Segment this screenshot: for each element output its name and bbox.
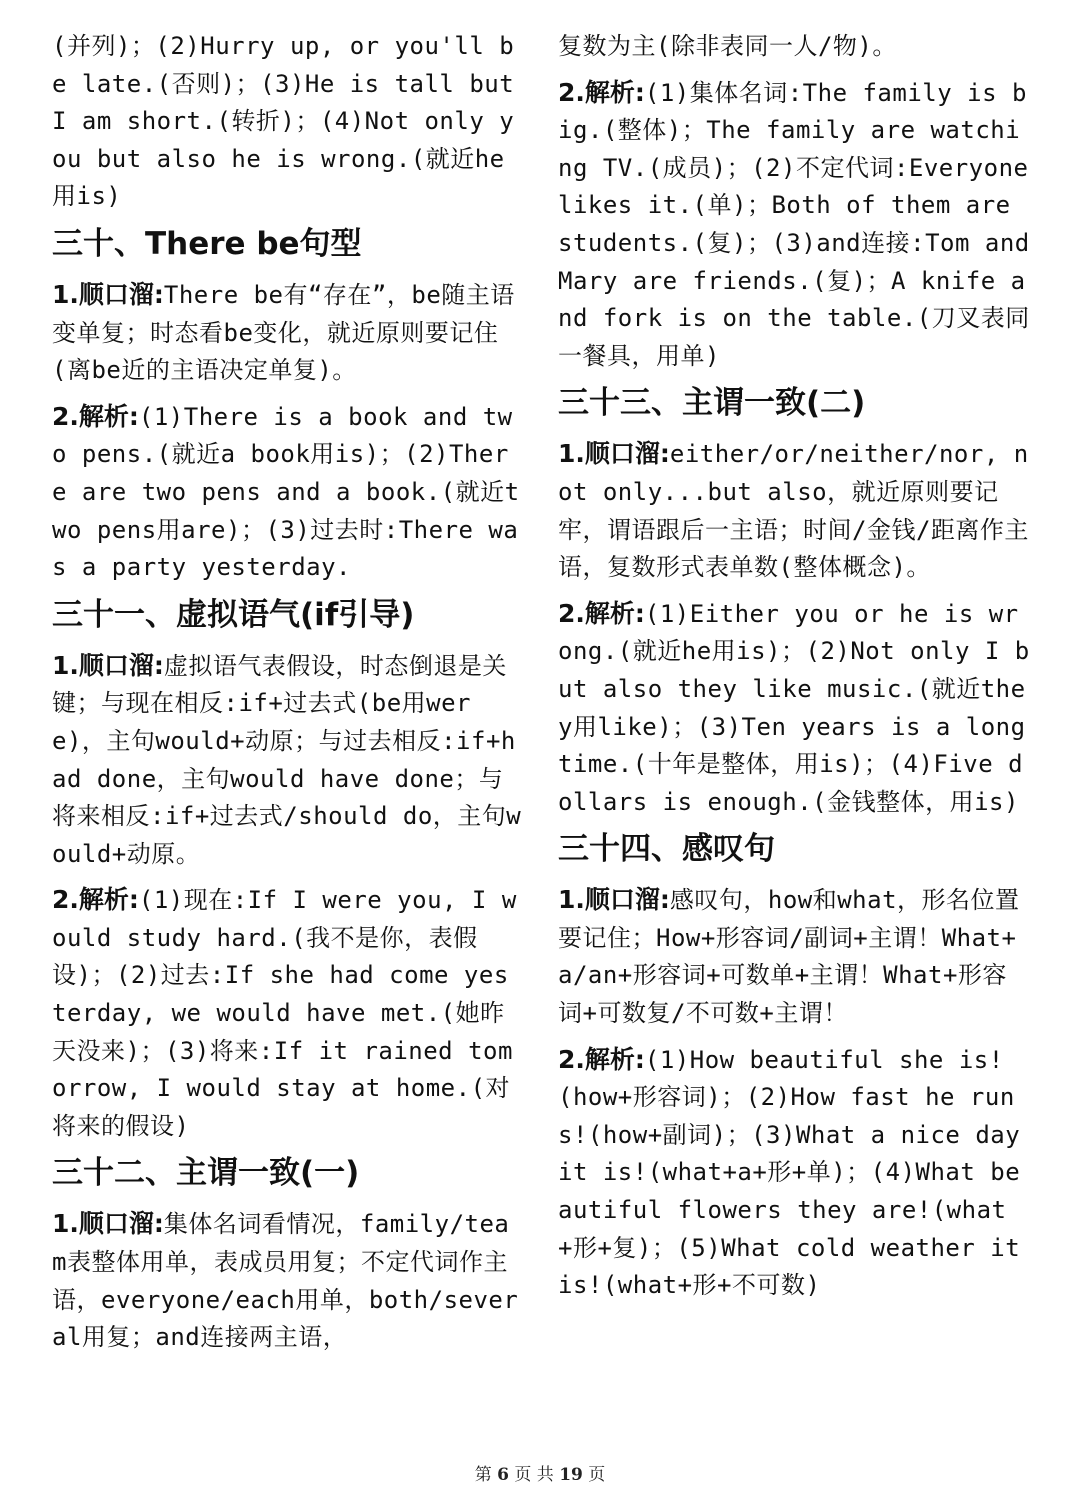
section-30-title: 三十、There be句型 — [52, 225, 362, 262]
mnemonic-text: 虚拟语气表假设，时态倒退是关键；与现在相反:if+过去式(be用were)，主句would+动原；与过去相反:if+had done，主句would have done；与将来相反:if+过去式/should do，主句would+动原。 — [52, 651, 522, 868]
section-33-title: 三十三、主谓一致(二) — [558, 385, 866, 422]
footer-middle: 页 共 — [514, 1465, 554, 1485]
analysis-text: (1)现在:If I were you, I would study hard.(我不是你，表假设)；(2)过去:If she had come yesterday, we would have met.(她昨天没来)；(3)将来:If it rained tomorrow, I would stay at home.(对将来的假设) — [52, 886, 517, 1140]
left-column — [52, 28, 522, 1365]
mnemonic-label: 1.顺口溜: — [52, 279, 164, 309]
analysis-label: 2.解析: — [558, 77, 645, 107]
section-34-analysis — [558, 1041, 1030, 1305]
right-column — [558, 28, 1030, 1313]
analysis-label: 2.解析: — [558, 1044, 645, 1074]
analysis-label: 2.解析: — [52, 401, 139, 431]
mnemonic-label: 1.顺口溜: — [558, 439, 670, 469]
mnemonic-label: 1.顺口溜: — [52, 650, 164, 680]
mnemonic-text: either/or/neither/nor, not only...but also，就近原则要记牢，谓语跟后一主语；时间/金钱/距离作主语，复数形式表单数(整体概念)。 — [558, 440, 1029, 582]
section-30-mnemonic — [52, 276, 522, 390]
section-31-title: 三十一、虚拟语气(if引导) — [52, 596, 415, 633]
section-30-analysis — [52, 398, 522, 587]
analysis-label: 2.解析: — [52, 885, 139, 915]
mnemonic-label: 1.顺口溜: — [558, 885, 670, 915]
section-34-mnemonic — [558, 881, 1030, 1032]
section-32-analysis — [558, 74, 1030, 376]
section-31-mnemonic — [52, 647, 522, 874]
mnemonic-label: 1.顺口溜: — [52, 1209, 164, 1239]
section-33-mnemonic — [558, 435, 1030, 586]
analysis-text: (1)集体名词:The family is big.(整体)；The family are watching TV.(成员)；(2)不定代词:Everyone likes it.(单)；Both of them are students.(复)；(3)and连接:Tom and Mary are friends.(复)；A knife and fork is on the table.(刀叉表同一餐具，用单) — [558, 78, 1030, 370]
section-33-analysis — [558, 595, 1030, 822]
analysis-text: (1)There is a book and two pens.(就近a book用is)；(2)There are two pens and a book.(就近two pens用are)；(3)过去时:There was a party yesterday. — [52, 402, 520, 582]
continued-paragraph: (并列)；(2)Hurry up, or you'll be late.(否则)；(3)He is tall but I am short.(转折)；(4)Not only you but also he is wrong.(就近he用is) — [52, 32, 515, 211]
footer-suffix: 页 — [588, 1465, 606, 1485]
total-pages-number: 19 — [559, 1465, 583, 1485]
current-page-number: 6 — [497, 1465, 509, 1485]
section-31-analysis — [52, 881, 522, 1145]
mnemonic-text: 感叹句，how和what，形名位置要记住；How+形容词/副词+主谓！What+a/an+形容词+可数单+主谓！What+形容词+可数复/不可数+主谓！ — [558, 886, 1020, 1028]
continued-paragraph: 复数为主(除非表同一人/物)。 — [558, 32, 897, 60]
section-34-title: 三十四、感叹句 — [558, 831, 775, 868]
section-32-mnemonic — [52, 1205, 522, 1356]
section-32-title: 三十二、主谓一致(一) — [52, 1155, 360, 1192]
analysis-text: (1)Either you or he is wrong.(就近he用is)；(2)Not only I but also they like music.(就近they用like)；(3)Ten years is a long time.(十年是整体，用is)；(4)Five dollars is enough.(金钱整体，用is) — [558, 599, 1030, 816]
mnemonic-text: 集体名词看情况，family/team表整体用单，表成员用复；不定代词作主语，everyone/each用单，both/several用复；and连接两主语， — [52, 1210, 519, 1352]
analysis-text: (1)How beautiful she is!(how+形容词)；(2)How fast he runs!(how+副词)；(3)What a nice day it is!(what+a+形+单)；(4)What beautiful flowers they are!(what+形+复)；(5)What cold weather it is!(what+形+不可数) — [558, 1045, 1021, 1300]
analysis-label: 2.解析: — [558, 598, 645, 628]
mnemonic-text: There be有“存在”，be随主语变单复；时态看be变化，就近原则要记住(离be近的主语决定单复)。 — [52, 280, 515, 385]
footer-prefix: 第 — [474, 1465, 492, 1485]
page-footer — [0, 1460, 1080, 1485]
